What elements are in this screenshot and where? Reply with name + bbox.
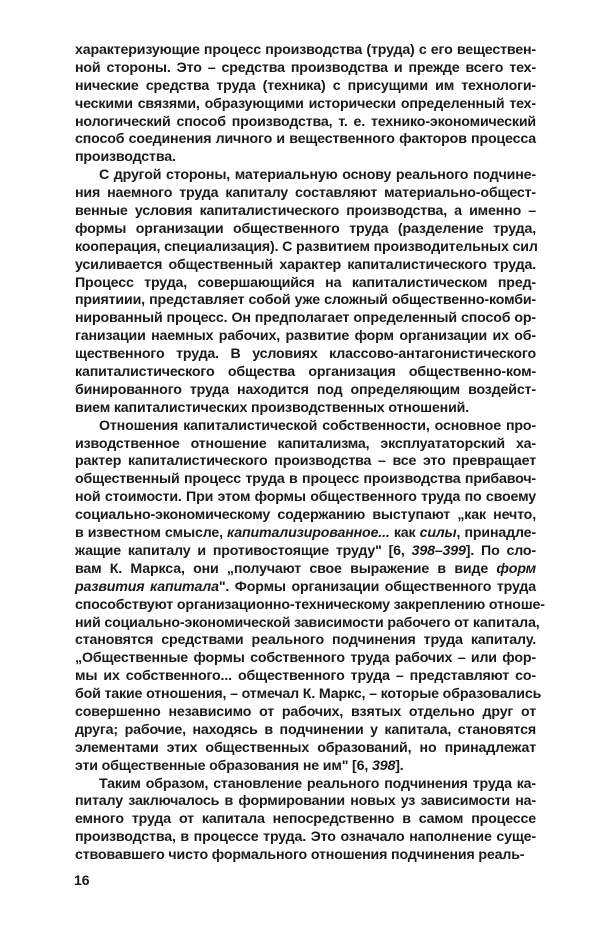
text-line (75, 722, 536, 740)
text-line (75, 453, 536, 471)
text-line (75, 239, 536, 257)
text-line (75, 382, 536, 400)
text-line (75, 328, 536, 346)
text-segment: способ соединения личного и вещественного факторов процесса (75, 131, 536, 148)
text-segment: С другой стороны, материальную основу реального подчине- (99, 167, 536, 184)
text-segment: нические средства труда (техника) с присущими им технологи- (75, 77, 536, 94)
text-segment: усиливается общественный характер капиталистического труда. (75, 256, 536, 273)
text-line (75, 632, 536, 650)
text-segment: производства. (75, 149, 176, 166)
text-line (75, 561, 536, 579)
text-line (75, 167, 536, 185)
text-line (75, 275, 536, 293)
text-segment: капиталистического общества организация общественно-ком- (75, 364, 536, 381)
text-line (75, 471, 536, 489)
text-line (75, 543, 536, 561)
text-line (75, 185, 536, 203)
text-segment: общественный процесс труда в процесс производства прибавоч- (75, 471, 536, 488)
text-segment: ствовавшего чисто формального отношения подчинения реаль- (75, 847, 525, 864)
text-segment: ний социально-экономической зависимости рабочего от капитала, (75, 614, 540, 631)
text-line (75, 740, 536, 758)
text-segment: кооперация, специализация). С развитием производительных сил (75, 238, 538, 255)
text-segment: Таким образом, становление реального подчинения труда ка- (99, 775, 536, 792)
text-line (75, 579, 536, 597)
text-segment: ной стороны. Это – средства производства и прежде всего тех- (75, 59, 536, 76)
text-line (75, 310, 536, 328)
italic-text: форм (496, 560, 536, 577)
text-segment: щественного труда. В условиях классово-антагонистического (75, 346, 536, 363)
text-line (75, 96, 536, 114)
text-line (75, 489, 536, 507)
paragraph (75, 417, 545, 776)
text-line (75, 131, 536, 149)
text-segment: ]. По сло- (465, 542, 536, 559)
paragraph (75, 42, 536, 167)
text-segment: нированный процесс. Он предполагает определенный способ ор- (75, 310, 536, 327)
text-segment: Процесс труда, совершающийся на капиталистическом пред- (75, 274, 536, 291)
text-line (75, 78, 536, 96)
text-segment: элементами этих общественных образований, но принадлежат (75, 739, 536, 756)
text-segment: ганизации наемных рабочих, развитие форм организации их об- (75, 328, 536, 345)
text-line (75, 847, 536, 865)
text-line (75, 436, 536, 454)
text-line (75, 149, 536, 167)
text-line (75, 811, 536, 829)
text-line (75, 668, 536, 686)
text-line (75, 507, 536, 525)
text-segment: социально-экономическому содержанию выступают „как нечто, (75, 507, 536, 524)
text-segment: ". Формы организации общественного труда (218, 578, 536, 595)
italic-text: силы (419, 525, 457, 542)
text-line (75, 221, 536, 239)
text-segment: приятиии, представляет собой уже сложный общественно-комби- (75, 292, 536, 309)
text-line (75, 776, 536, 794)
text-line (75, 614, 540, 633)
page-number: 16 (74, 872, 90, 888)
text-segment: ной стоимости. При этом формы общественного труда по своему (75, 489, 536, 506)
text-line (75, 400, 536, 418)
text-segment: Отношения капиталистической собственности, основное про- (99, 417, 536, 434)
text-segment: бой такие отношения, – отмечал К. Маркс, – которые образовались (75, 686, 542, 703)
text-segment: ния наемного труда капиталу составляют материально-общест- (75, 185, 536, 202)
italic-text: капитализированное... (227, 525, 390, 542)
text-line (75, 758, 536, 776)
paragraph (75, 776, 536, 865)
text-segment: ческими связями, образующими исторически определенный тех- (75, 95, 536, 112)
page-body-text (75, 42, 545, 865)
text-line (75, 829, 536, 847)
text-segment: изводственное отношение капитализма, эксплуататорский ха- (75, 435, 536, 452)
text-segment: эти общественные образования не им" [6, (75, 757, 372, 774)
text-segment: бинированного труда находится под определяющим воздейст- (75, 381, 536, 398)
text-line (75, 346, 536, 364)
text-segment: как (389, 525, 420, 542)
text-line (75, 364, 536, 382)
italic-text: развития капитала (75, 578, 219, 595)
italic-text: 398 (371, 757, 396, 774)
text-segment: емного труда от капитала непосредственно в самом процессе (75, 811, 536, 828)
text-segment: питалу заключалось в формировании новых уз зависимости на- (75, 793, 536, 810)
text-segment: ]. (395, 757, 404, 774)
text-segment: способствуют организационно-техническому закреплению отноше- (75, 596, 545, 613)
text-segment: производства, в процессе труда. Это означало наполнение суще- (75, 829, 536, 846)
text-line (75, 257, 536, 275)
text-segment: жащие капиталу и противостоящие труду" [6, (75, 542, 412, 559)
text-line (75, 418, 536, 436)
text-segment: становятся средствами реального подчинения труда капиталу. (75, 632, 536, 649)
text-line (75, 793, 536, 811)
text-segment: мы их собственного... общественного труда – представляют со- (75, 668, 536, 685)
text-line (75, 114, 536, 132)
paragraph (75, 167, 536, 417)
text-line (75, 42, 536, 60)
text-line (75, 650, 536, 668)
text-line (75, 60, 536, 78)
text-line (75, 596, 545, 615)
text-segment: вам К. Маркса, они „получают свое выражение в виде (75, 560, 497, 577)
text-segment: в известном смысле, (75, 525, 228, 542)
text-segment: нологический способ производства, т. е. технико-экономический (75, 113, 536, 130)
text-line (75, 686, 542, 704)
italic-text: 398–399 (411, 542, 466, 559)
text-segment: друга; рабочие, находясь в подчинении у капитала, становятся (75, 721, 536, 738)
text-segment: венные условия капиталистического производства, а именно – (75, 203, 536, 220)
text-segment: совершенно независимо от рабочих, взятых отдельно друг от (75, 703, 536, 720)
text-line (75, 203, 536, 221)
text-segment: вием капиталистических производственных отношений. (75, 399, 470, 416)
text-segment: „Общественные формы собственного труда рабочих – или фор- (75, 650, 536, 667)
text-segment: характеризующие процесс производства (труда) с его веществен- (75, 42, 536, 58)
text-line (75, 704, 536, 722)
text-line (75, 292, 536, 310)
text-segment: рактер капиталистического производства – все это превращает (75, 453, 536, 470)
text-segment: формы организации общественного труда (разделение труда, (75, 220, 536, 237)
text-segment: , принадле- (456, 525, 536, 542)
text-line (75, 525, 536, 543)
